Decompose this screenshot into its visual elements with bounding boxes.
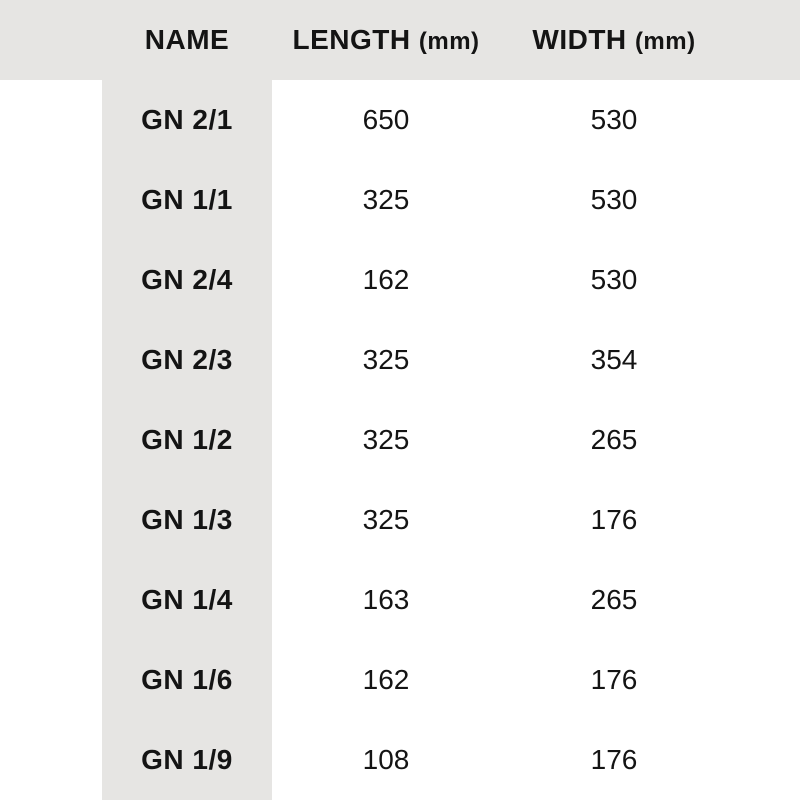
- table-row: [0, 720, 800, 800]
- column-header-length-unit: (mm): [418, 28, 480, 55]
- table-row: [0, 160, 800, 240]
- cell-length: 325: [362, 184, 410, 215]
- header-spacer-right: [728, 0, 800, 80]
- cell-width: 176: [590, 744, 638, 775]
- cell-name: GN 1/3: [141, 504, 233, 535]
- cell-name: GN 2/3: [141, 344, 233, 375]
- row-spacer-left: [0, 560, 102, 640]
- cell-length: 163: [362, 584, 410, 615]
- row-spacer-right: [728, 80, 800, 160]
- row-spacer-left: [0, 480, 102, 560]
- column-header-name-label: NAME: [144, 24, 230, 55]
- row-spacer-left: [0, 160, 102, 240]
- table-header-row: [0, 0, 800, 80]
- row-spacer-right: [728, 480, 800, 560]
- cell-length: 650: [362, 104, 410, 135]
- row-spacer-right: [728, 320, 800, 400]
- row-spacer-left: [0, 720, 102, 800]
- table-row: [0, 240, 800, 320]
- row-spacer-right: [728, 400, 800, 480]
- cell-length: 325: [362, 424, 410, 455]
- column-header-length-label: LENGTH: [292, 24, 411, 55]
- table-row: [0, 80, 800, 160]
- cell-name: GN 1/2: [141, 424, 233, 455]
- row-spacer-right: [728, 720, 800, 800]
- cell-name: GN 1/6: [141, 664, 233, 695]
- table-row: [0, 320, 800, 400]
- row-spacer-left: [0, 240, 102, 320]
- cell-name: GN 1/4: [141, 584, 233, 615]
- table-row: [0, 480, 800, 560]
- cell-name: GN 2/1: [141, 104, 233, 135]
- cell-length: 325: [362, 504, 410, 535]
- row-spacer-left: [0, 320, 102, 400]
- cell-width: 530: [590, 264, 638, 295]
- cell-length: 325: [362, 344, 410, 375]
- column-header-name: [102, 0, 272, 80]
- table-row: [0, 640, 800, 720]
- table-row: [0, 400, 800, 480]
- header-spacer-left: [0, 0, 102, 80]
- column-header-width-label: WIDTH: [532, 24, 627, 55]
- cell-width: 176: [590, 504, 638, 535]
- cell-width: 530: [590, 184, 638, 215]
- cell-width: 265: [590, 584, 638, 615]
- cell-length: 108: [362, 744, 410, 775]
- cell-length: 162: [362, 664, 410, 695]
- cell-width: 176: [590, 664, 638, 695]
- column-header-length: [272, 0, 500, 80]
- cell-name: GN 1/1: [141, 184, 233, 215]
- row-spacer-right: [728, 640, 800, 720]
- row-spacer-left: [0, 80, 102, 160]
- cell-width: 354: [590, 344, 638, 375]
- cell-width: 265: [590, 424, 638, 455]
- cell-name: GN 2/4: [141, 264, 233, 295]
- cell-width: 530: [590, 104, 638, 135]
- row-spacer-right: [728, 160, 800, 240]
- table-row: [0, 560, 800, 640]
- cell-name: GN 1/9: [141, 744, 233, 775]
- row-spacer-left: [0, 640, 102, 720]
- row-spacer-right: [728, 560, 800, 640]
- column-header-width: [500, 0, 728, 80]
- cell-length: 162: [362, 264, 410, 295]
- column-header-width-unit: (mm): [634, 28, 696, 55]
- row-spacer-right: [728, 240, 800, 320]
- row-spacer-left: [0, 400, 102, 480]
